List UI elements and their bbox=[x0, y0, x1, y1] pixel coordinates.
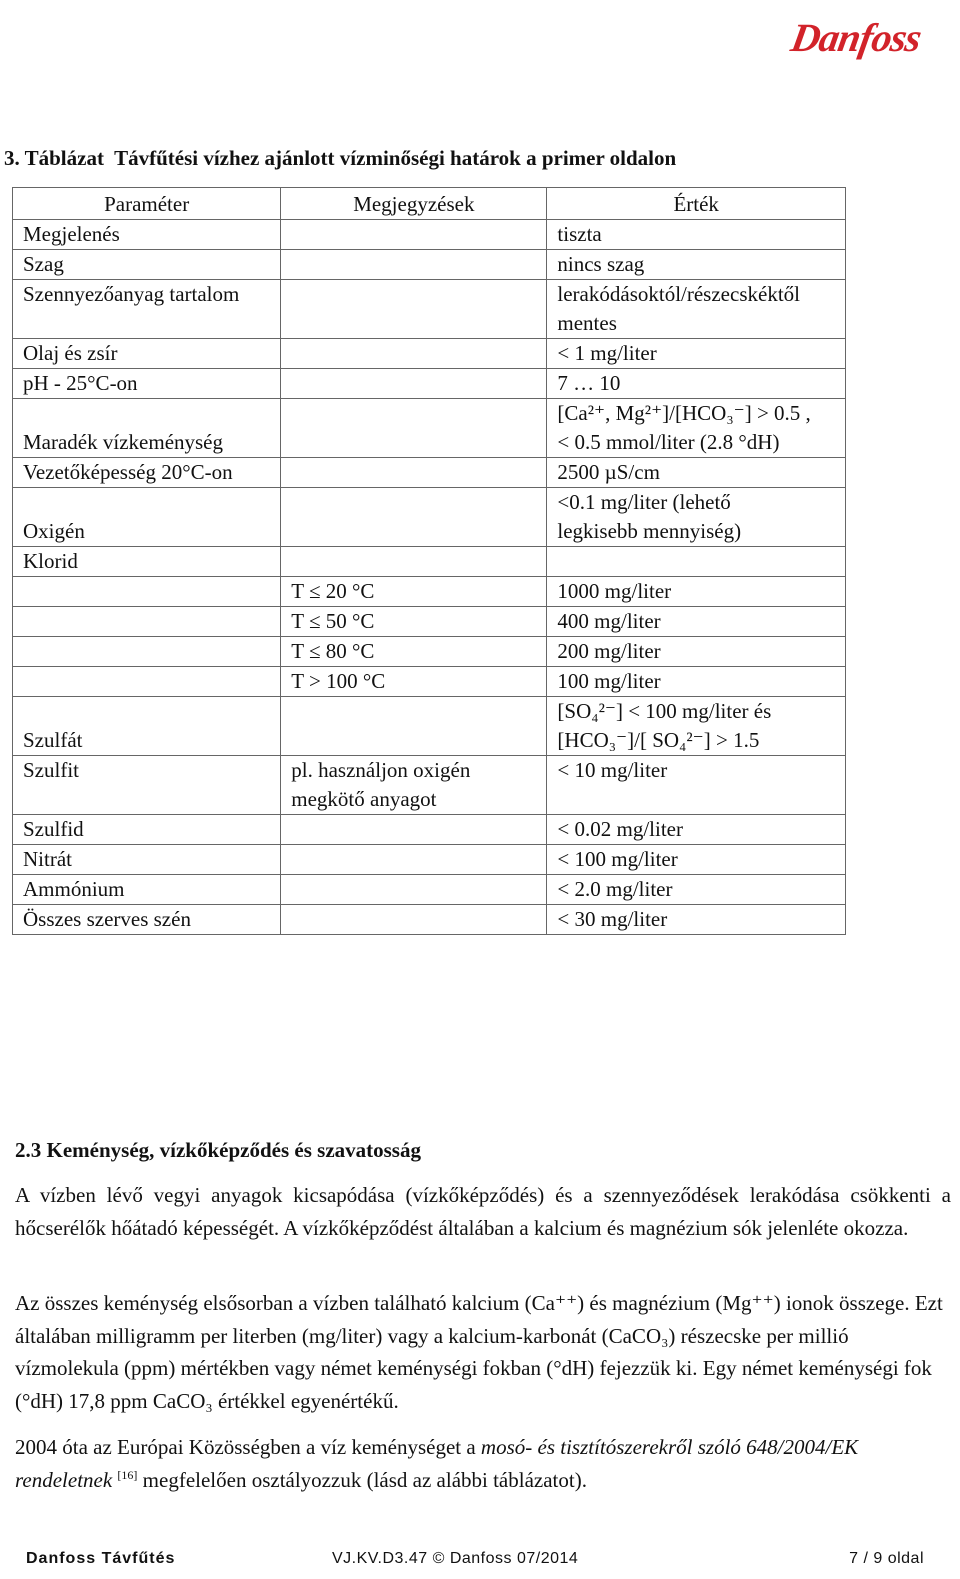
table-row bbox=[13, 607, 846, 637]
header-parameter: Paraméter bbox=[13, 188, 281, 220]
logo-wordmark: Danfoss bbox=[787, 15, 925, 60]
param-cell: Oxigén bbox=[13, 488, 281, 547]
value-line: < 0.5 mmol/liter (2.8 °dH) bbox=[557, 430, 780, 454]
note-cell bbox=[281, 875, 547, 905]
value-cell: < 100 mg/liter bbox=[547, 845, 846, 875]
table-row bbox=[13, 667, 846, 697]
note-cell bbox=[281, 339, 547, 369]
note-cell bbox=[281, 815, 547, 845]
regulation-reference: mosó- és tisztítószerekről szóló 648/2004/EK rendeletnek bbox=[15, 1435, 859, 1492]
param-cell: Összes szerves szén bbox=[13, 905, 281, 935]
note-cell bbox=[281, 280, 547, 339]
table-row bbox=[13, 815, 846, 845]
table-row bbox=[13, 637, 846, 667]
table-title: 3. Táblázat Távfűtési vízhez ajánlott vízminőségi határok a primer oldalon bbox=[4, 146, 677, 170]
section-heading: 2.3 Keménység, vízkőképződés és szavatosság bbox=[15, 1138, 421, 1162]
table-row bbox=[13, 488, 846, 547]
value-cell: < 1 mg/liter bbox=[547, 339, 846, 369]
value-cell: 200 mg/liter bbox=[547, 637, 846, 667]
note-cell bbox=[281, 399, 547, 458]
note-cell bbox=[281, 697, 547, 756]
param-cell bbox=[13, 607, 281, 637]
value-line: [Ca²⁺, Mg²⁺]/[HCO₃⁻] > 0.5 , bbox=[557, 401, 811, 425]
value-line: mentes bbox=[557, 311, 617, 335]
footer-company: Danfoss Távfűtés bbox=[26, 1550, 176, 1567]
note-cell bbox=[281, 845, 547, 875]
value-cell: tiszta bbox=[547, 220, 846, 250]
note-cell bbox=[281, 369, 547, 399]
value-cell: 7 … 10 bbox=[547, 369, 846, 399]
param-cell: Ammónium bbox=[13, 875, 281, 905]
table-row bbox=[13, 547, 846, 577]
param-cell: Szag bbox=[13, 250, 281, 280]
header-value: Érték bbox=[547, 188, 846, 220]
paragraph-text: 2004 óta az Európai Közösségben a víz keménységet a bbox=[15, 1435, 481, 1459]
value-line: <0.1 mg/liter (lehető bbox=[557, 490, 731, 514]
value-line: lerakódásoktól/részecskéktől bbox=[557, 282, 800, 306]
value-cell: 100 mg/liter bbox=[547, 667, 846, 697]
table-row bbox=[13, 845, 846, 875]
paragraph bbox=[15, 1431, 951, 1496]
value-cell bbox=[547, 399, 846, 458]
table-row bbox=[13, 697, 846, 756]
param-cell: Maradék vízkeménység bbox=[13, 399, 281, 458]
param-cell bbox=[13, 577, 281, 607]
table-row bbox=[13, 250, 846, 280]
note-cell bbox=[281, 756, 547, 815]
param-cell: Szulfit bbox=[13, 756, 281, 815]
param-cell bbox=[13, 637, 281, 667]
footer-doc-id: VJ.KV.D3.47 © Danfoss 07/2014 bbox=[332, 1550, 579, 1567]
note-cell bbox=[281, 547, 547, 577]
table-row bbox=[13, 280, 846, 339]
param-cell: Klorid bbox=[13, 547, 281, 577]
danfoss-logo bbox=[776, 6, 936, 70]
footer-page-number: 7 / 9 oldal bbox=[849, 1550, 924, 1567]
value-cell: < 10 mg/liter bbox=[547, 756, 846, 815]
note-cell: T ≤ 20 °C bbox=[281, 577, 547, 607]
header-notes: Megjegyzések bbox=[281, 188, 547, 220]
param-cell bbox=[13, 667, 281, 697]
paragraph: Az összes keménység elsősorban a vízben található kalcium (Ca⁺⁺) és magnézium (Mg⁺⁺) ionok összege. Ezt általában milligramm per literben (mg/liter) vagy a kalcium-karbonát (CaCO₃) részecske per millió vízmolekula (ppm) mértékben vagy német keménységi fokban (°dH) fejezzük ki. Egy német keménységi fok (°dH) 17,8 ppm CaCO₃ értékkel egyenértékű. bbox=[15, 1291, 943, 1413]
value-line: [SO₄²⁻] < 100 mg/liter és bbox=[557, 699, 772, 723]
value-cell: 2500 µS/cm bbox=[547, 458, 846, 488]
table-row bbox=[13, 905, 846, 935]
value-cell bbox=[547, 697, 846, 756]
param-cell: pH - 25°C-on bbox=[13, 369, 281, 399]
table-row bbox=[13, 756, 846, 815]
citation-marker: [16] bbox=[117, 1467, 138, 1482]
note-line: pl. használjon oxigén bbox=[291, 758, 471, 782]
value-cell bbox=[547, 280, 846, 339]
note-line: megkötő anyagot bbox=[291, 787, 437, 811]
paragraph-text: megfelelően osztályozzuk (lásd az alábbi táblázatot). bbox=[137, 1467, 587, 1492]
param-cell: Szennyezőanyag tartalom bbox=[13, 280, 281, 339]
table-row bbox=[13, 458, 846, 488]
note-cell bbox=[281, 488, 547, 547]
water-quality-table bbox=[12, 187, 846, 935]
value-line: legkisebb mennyiség) bbox=[557, 519, 742, 543]
note-cell: T > 100 °C bbox=[281, 667, 547, 697]
value-cell: 1000 mg/liter bbox=[547, 577, 846, 607]
note-cell bbox=[281, 250, 547, 280]
note-cell bbox=[281, 458, 547, 488]
value-line: [HCO₃⁻]/[ SO₄²⁻] > 1.5 bbox=[557, 728, 760, 752]
value-cell bbox=[547, 488, 846, 547]
value-cell bbox=[547, 547, 846, 577]
table-row bbox=[13, 577, 846, 607]
param-cell: Megjelenés bbox=[13, 220, 281, 250]
param-cell: Szulfid bbox=[13, 815, 281, 845]
param-cell: Nitrát bbox=[13, 845, 281, 875]
value-cell: < 0.02 mg/liter bbox=[547, 815, 846, 845]
table-header-row bbox=[13, 188, 846, 220]
table-row bbox=[13, 220, 846, 250]
note-cell: T ≤ 80 °C bbox=[281, 637, 547, 667]
table-row bbox=[13, 875, 846, 905]
param-cell: Olaj és zsír bbox=[13, 339, 281, 369]
table-row bbox=[13, 399, 846, 458]
note-cell: T ≤ 50 °C bbox=[281, 607, 547, 637]
value-cell: nincs szag bbox=[547, 250, 846, 280]
param-cell: Szulfát bbox=[13, 697, 281, 756]
note-cell bbox=[281, 220, 547, 250]
note-cell bbox=[281, 905, 547, 935]
value-cell: < 2.0 mg/liter bbox=[547, 875, 846, 905]
param-cell: Vezetőképesség 20°C-on bbox=[13, 458, 281, 488]
value-cell: < 30 mg/liter bbox=[547, 905, 846, 935]
paragraph: A vízben lévő vegyi anyagok kicsapódása (vízkőképződés) és a szennyeződések lerakódása csökkenti a hőcserélők hőátadó képességét. A vízkőképződést általában a kalcium és magnézium sók jelenléte okozza. bbox=[15, 1183, 951, 1240]
table-row bbox=[13, 339, 846, 369]
page-footer bbox=[0, 1548, 960, 1572]
table-row bbox=[13, 369, 846, 399]
value-cell: 400 mg/liter bbox=[547, 607, 846, 637]
